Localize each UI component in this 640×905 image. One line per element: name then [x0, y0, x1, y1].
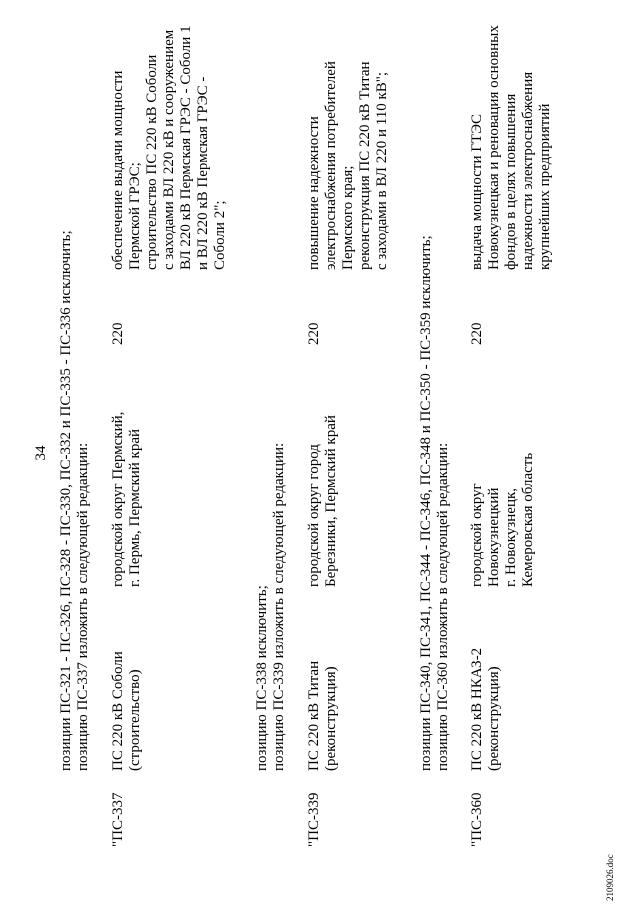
object-purpose-line: Соболи 2";: [212, 200, 228, 270]
object-name-line: (реконструкция): [323, 666, 339, 771]
object-location-line: городской округ Пермский,: [110, 411, 126, 587]
object-location-line: городской округ: [469, 483, 485, 587]
object-purpose-line: реконструкция ПС 220 кВ Титан: [357, 61, 373, 270]
object-purpose: [110, 5, 229, 270]
object-location-line: Кемеровская область: [520, 452, 536, 587]
object-purpose-line: и ВЛ 220 кВ Пермская ГРЭС -: [195, 76, 211, 270]
object-name-line: ПС 220 кВ Титан: [306, 660, 322, 771]
instruction-line: позицию ПС-338 исключить;: [254, 585, 270, 771]
voltage-value: 220: [110, 322, 126, 345]
object-name-line: ПС 220 кВ НКАЗ-2: [469, 647, 485, 771]
object-purpose-line: электроснабжения потребителей: [323, 61, 339, 270]
object-purpose-line: крупнейших предприятий: [537, 103, 553, 270]
object-name-line: ПС 220 кВ Соболи: [110, 651, 126, 771]
page-number: 34: [33, 445, 49, 461]
object-purpose-line: фондов в целях повышения: [503, 93, 519, 270]
object-name-line: (реконструкция): [486, 666, 502, 771]
object-name: [469, 601, 503, 771]
instruction-line: позицию ПС-360 изложить в следующей редакции:: [435, 442, 451, 771]
position-code: "ПС-337: [110, 792, 126, 847]
object-location-line: г. Новокузнецк,: [503, 487, 519, 587]
object-purpose-line: Пермской ГРЭС;: [127, 162, 143, 270]
position-code: "ПС-339: [306, 792, 322, 847]
object-purpose-line: выдача мощности ГТЭС: [469, 114, 485, 270]
object-name: [110, 601, 144, 771]
object-purpose-line: Пермского края;: [340, 165, 356, 270]
position-code: "ПС-360: [469, 792, 485, 847]
object-purpose-line: ВЛ 220 кВ Пермская ГРЭС - Соболи 1: [178, 25, 194, 270]
footer-code: 2109026.doc: [605, 854, 615, 901]
object-purpose-line: с заходами в ВЛ 220 и 110 кВ";: [374, 71, 390, 270]
instruction-line: позицию ПС-339 изложить в следующей редакции:: [271, 442, 287, 771]
object-purpose-line: Новокузнецкая и реновация основных: [486, 25, 502, 270]
object-location-line: г. Пермь, Пермский край: [127, 428, 143, 587]
instruction-line: позиции ПС-321 - ПС-326, ПС-328 - ПС-330, ПС-332 и ПС-335 - ПС-336 исключить;: [58, 230, 74, 771]
object-name-line: (строительство): [127, 669, 143, 771]
voltage-value: 220: [306, 322, 322, 345]
object-purpose-line: строительство ПС 220 кВ Соболи: [144, 54, 160, 270]
object-purpose: [306, 5, 391, 270]
object-name: [306, 601, 340, 771]
object-location: [469, 387, 537, 587]
instruction-line: позиции ПС-340, ПС-341, ПС-344 - ПС-346, ПС-348 и ПС-350 - ПС-359 исключить;: [418, 235, 434, 771]
object-location-line: городской округ город: [306, 444, 322, 587]
object-purpose-line: надежности электроснабжения: [520, 71, 536, 270]
object-purpose-line: обеспечение выдачи мощности: [110, 70, 126, 270]
object-purpose: [469, 5, 554, 270]
object-purpose-line: повышение надежности: [306, 116, 322, 270]
object-purpose-line: с заходами ВЛ 220 кВ и сооружением: [161, 29, 177, 270]
object-location: [306, 387, 340, 587]
instruction-line: позицию ПС-337 изложить в следующей редакции:: [75, 442, 91, 771]
object-location-line: Березники, Пермский край: [323, 415, 339, 587]
object-location-line: Новокузнецкий: [486, 487, 502, 587]
object-location: [110, 387, 144, 587]
voltage-value: 220: [469, 322, 485, 345]
